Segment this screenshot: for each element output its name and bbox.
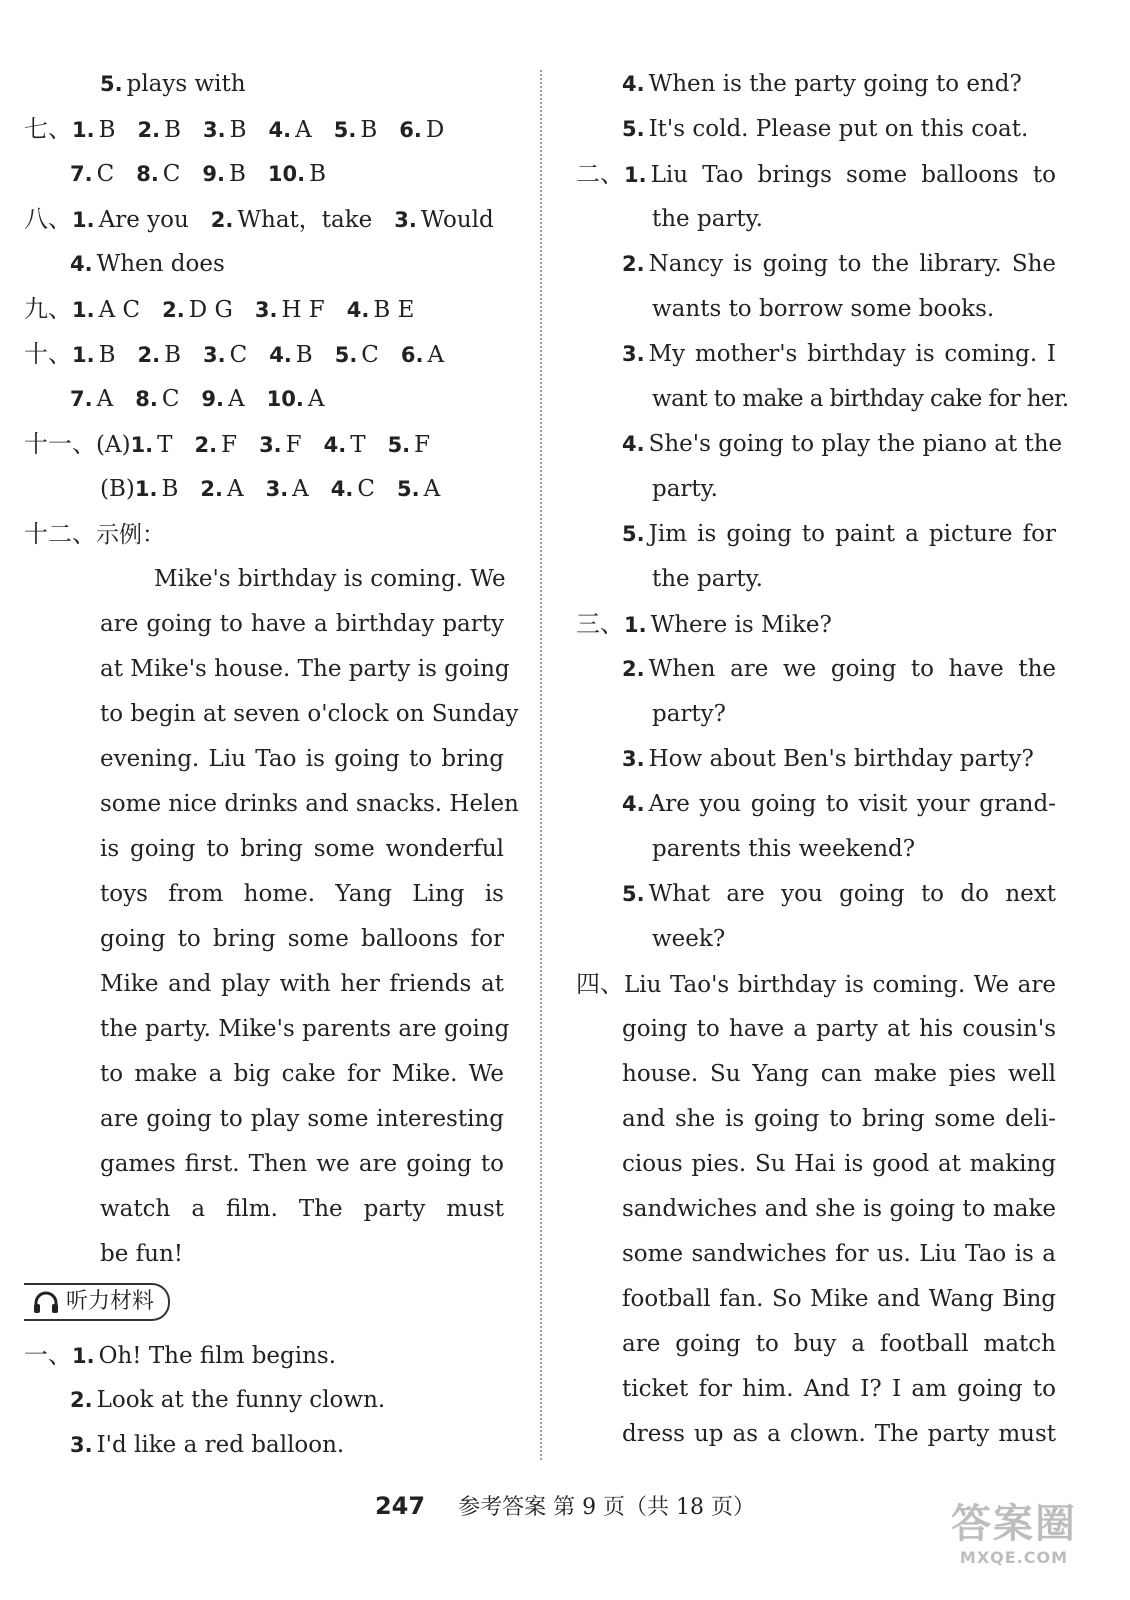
transcript-text: She's going to play the piano at the [648,431,1063,457]
question-number: 1. [624,613,647,637]
essay-line: are going to play some interesting [100,1106,504,1132]
answer-line [24,377,504,422]
answer-line [24,332,504,377]
section-marker: 三、 [576,610,624,638]
transcript-line [576,107,1056,152]
question-number: 3. [70,1433,93,1457]
transcript-line: want to make a birthday cake for her. [652,386,1069,412]
question-number: 5. [622,882,645,906]
question-number: 5. [622,117,645,141]
question-number: 2. [210,208,234,232]
part-label: (B) [100,476,135,502]
section-marker: 十一、 [24,430,96,458]
question-number: 5. [333,118,357,142]
answer-text: A [226,476,244,502]
answer-text: B [164,117,181,143]
answer-text: T [350,432,366,458]
transcript-text: When are we going to have the [648,656,1056,682]
question-number: 7. [70,387,93,411]
question-number: 4. [330,477,354,501]
question-number: 4. [346,298,370,322]
left-column [24,62,519,1468]
transcript-text: Nancy is going to the library. She [648,251,1056,277]
answer-text: C [361,342,379,368]
section-marker: 九、 [24,295,72,323]
answer-text: C [161,386,180,412]
footer-page-info: 第 9 页（共 18 页） [553,1495,756,1520]
footer-label: 参考答案 [458,1495,547,1520]
transcript-line: party? [652,701,726,727]
question-number: 2. [162,298,185,322]
answer-text: F [285,432,302,458]
question-number: 4. [622,432,645,456]
answer-line [24,197,504,242]
transcript-text: What are you going to do next [648,881,1056,907]
question-number: 8. [135,387,158,411]
essay-line: Mike and play with her friends at [100,971,504,997]
transcript-text: Where is Mike? [650,612,832,638]
question-number: 3. [203,343,226,367]
question-number: 3. [265,477,289,501]
listening-section-header [24,1277,504,1333]
question-number: 3. [203,118,226,142]
question-number: 2. [70,1388,93,1412]
transcript-text: Liu Tao brings some balloons to [650,162,1056,188]
transcript-text: Look at the funny clown. [96,1387,386,1413]
question-number: 5. [334,343,358,367]
transcript-line [24,1378,504,1423]
transcript-line: and she is going to bring some deli- [622,1106,1056,1132]
headphones-icon [32,1289,60,1315]
essay-line: some nice drinks and snacks. Helen [100,791,519,817]
answer-text: D [425,117,445,143]
question-number: 7. [70,162,93,186]
essay-line: to make a big cake for Mike. We [100,1061,504,1087]
essay-line: going to bring some balloons for [100,926,504,952]
question-number: 2. [622,252,645,276]
transcript-text: It's cold. Please put on this coat. [648,116,1029,142]
right-column [576,62,1069,1457]
section-marker: 四、 [576,970,624,998]
transcript-line: house. Su Yang can make pies well [622,1061,1056,1087]
question-number: 5. [397,477,420,501]
answer-text: F [221,432,238,458]
page-number: 247 [374,1492,426,1520]
transcript-line [576,152,1056,197]
transcript-line [576,872,1056,917]
answer-text: plays with [126,71,246,97]
answer-text: B [295,342,313,368]
answer-text: C [96,161,115,187]
answer-text: A [295,117,312,143]
transcript-text: My mother's birthday is coming. I [648,341,1056,367]
transcript-line [576,782,1056,827]
question-number: 5. [100,72,123,96]
question-number: 3. [622,342,645,366]
answer-text: B [309,161,327,187]
question-number: 1. [72,1344,95,1368]
question-number: 5. [387,433,411,457]
answer-text: C [229,342,248,368]
transcript-line: week? [652,926,726,952]
question-number: 1. [72,298,95,322]
question-number: 6. [400,343,424,367]
answer-text: A [423,476,441,502]
question-number: 2. [194,433,218,457]
answer-line [24,107,504,152]
answer-text: B [164,342,181,368]
question-number: 10. [267,162,306,186]
section-marker: 七、 [24,115,72,143]
answer-text: D G [188,297,233,323]
question-number: 4. [269,343,292,367]
watermark-url: MXQE.COM [959,1548,1069,1567]
section-marker: 十二、 [24,520,96,548]
question-number: 2. [137,118,161,142]
question-number: 2. [200,477,223,501]
answer-text: Would [420,207,494,233]
question-number: 8. [136,162,159,186]
section-marker: 八、 [24,205,72,233]
question-number: 9. [202,162,225,186]
answer-line [24,62,504,107]
essay-line: to begin at seven o'clock on Sunday [100,701,519,727]
essay-line: games first. Then we are going to [100,1151,504,1177]
transcript-line [576,737,1056,782]
transcript-text: I'd like a red balloon. [96,1432,345,1458]
answer-text: C [162,161,181,187]
answer-line [24,242,504,287]
transcript-line [576,647,1056,692]
section-marker: 一、 [24,1341,72,1369]
question-number: 6. [399,118,422,142]
answer-text: B E [373,297,415,323]
answer-text: A [96,386,114,412]
transcript-line: sandwiches and she is going to make [622,1196,1056,1222]
transcript-line: are going to buy a football match [622,1331,1056,1357]
question-number: 1. [134,477,158,501]
transcript-line [576,512,1056,557]
question-number: 10. [266,387,304,411]
essay-line: at Mike's house. The party is going [100,656,510,682]
answer-line [24,287,504,332]
question-number: 1. [130,433,154,457]
section-tag-label: 听力材料 [66,1289,155,1314]
essay-line: be fun! [100,1241,184,1267]
answer-text: A [228,386,245,412]
answer-text: B [229,117,247,143]
answer-text: B [98,342,116,368]
essay-line: Mike's birthday is coming. We [154,566,506,592]
answer-line [24,152,504,197]
answer-text: Are you [98,207,189,233]
transcript-line [576,332,1056,377]
transcript-line [24,1423,504,1468]
answer-text: B [229,161,246,187]
transcript-line: parents this weekend? [652,836,916,862]
answer-text: A [307,386,325,412]
answer-text: T [157,432,173,458]
question-number: 4. [622,792,645,816]
question-number: 3. [622,747,645,771]
transcript-text: Are you going to visit your grand- [648,791,1056,817]
essay-line: evening. Liu Tao is going to bring [100,746,504,772]
section-tag [24,1283,170,1321]
answer-text: A C [98,297,141,323]
transcript-line: cious pies. Su Hai is good at making [622,1151,1056,1177]
transcript-line: wants to borrow some books. [652,296,995,322]
answer-line [24,467,504,512]
question-number: 1. [72,343,95,367]
answer-text: B [161,476,179,502]
answer-text: What，take [237,207,373,233]
transcript-text: Oh! The film begins. [98,1343,337,1369]
answer-text: C [357,476,375,502]
question-number: 3. [259,433,282,457]
question-number: 4. [268,118,292,142]
question-number: 4. [323,433,347,457]
essay-line: are going to have a birthday party [100,611,504,637]
transcript-line: ticket for him. And I? I am going to [622,1376,1056,1402]
part-label: (A) [96,432,131,458]
transcript-line: some sandwiches for us. Liu Tao is a [622,1241,1056,1267]
transcript-line: going to have a party at his cousin's [622,1016,1056,1042]
question-number: 1. [72,118,95,142]
question-number: 4. [622,72,645,96]
transcript-line [576,962,1056,1007]
answer-text: A [292,476,309,502]
transcript-line: the party. [652,206,763,232]
essay-line: the party. Mike's parents are going [100,1016,510,1042]
question-number: 2. [137,343,161,367]
watermark-text: 答案圈 [951,1501,1077,1547]
transcript-line [576,422,1063,467]
answer-line [24,422,504,467]
question-number: 5. [622,522,645,546]
answer-text: A [427,342,445,368]
example-label: 示例： [96,522,165,548]
answer-text: F [414,432,431,458]
transcript-line: party. [652,476,718,502]
transcript-text: When is the party going to end? [648,71,1022,97]
question-number: 4. [70,252,93,276]
transcript-line [576,62,1056,107]
transcript-line [24,1333,504,1378]
essay-line: toys from home. Yang Ling is [100,881,504,907]
transcript-line [576,602,1056,647]
transcript-line: dress up as a clown. The party must [622,1421,1056,1447]
transcript-line: the party. [652,566,763,592]
transcript-line [576,242,1056,287]
question-number: 2. [622,657,645,681]
section-marker: 二、 [576,160,624,188]
transcript-text: Jim is going to paint a picture for [648,521,1056,547]
essay-line: is going to bring some wonderful [100,836,504,862]
transcript-text: Liu Tao's birthday is coming. We are [624,972,1056,998]
question-number: 3. [394,208,417,232]
watermark-logo [934,1500,1094,1580]
section-marker: 十、 [24,340,72,368]
question-number: 9. [201,387,225,411]
answer-text: When does [96,251,225,277]
column-divider [540,70,542,1460]
essay-line: watch a film. The party must [100,1196,504,1222]
answer-text: B [360,117,378,143]
answer-text: H F [281,297,325,323]
transcript-text: How about Ben's birthday party? [648,746,1034,772]
answer-line [24,512,504,557]
transcript-line: football fan. So Mike and Wang Bing [622,1286,1056,1312]
question-number: 3. [254,298,278,322]
question-number: 1. [72,208,95,232]
answer-text: B [98,117,116,143]
question-number: 1. [624,163,647,187]
